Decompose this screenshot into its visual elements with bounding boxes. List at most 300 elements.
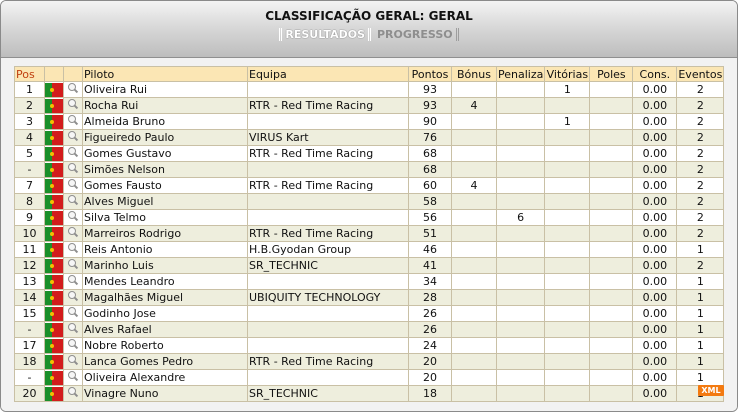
row-pontos: 26 (409, 306, 452, 322)
row-vitorias (545, 130, 590, 146)
row-bonus (452, 306, 497, 322)
row-details[interactable] (64, 114, 83, 130)
row-eventos: 2 (677, 162, 724, 178)
row-poles (590, 370, 633, 386)
row-equipa (248, 210, 409, 226)
row-cons: 0.00 (633, 258, 677, 274)
portugal-flag-icon (45, 371, 63, 385)
row-pontos: 18 (409, 386, 452, 402)
row-bonus (452, 82, 497, 98)
row-equipa: RTR - Red Time Racing (248, 226, 409, 242)
row-cons: 0.00 (633, 274, 677, 290)
magnifier-icon[interactable] (67, 322, 79, 334)
row-flag (45, 210, 64, 226)
row-details[interactable] (64, 370, 83, 386)
portugal-flag-icon (45, 243, 63, 257)
row-vitorias (545, 178, 590, 194)
row-poles (590, 130, 633, 146)
row-penalizacoes (497, 114, 545, 130)
row-poles (590, 322, 633, 338)
row-vitorias (545, 258, 590, 274)
portugal-flag-icon (45, 195, 63, 209)
portugal-flag-icon (45, 307, 63, 321)
row-flag (45, 162, 64, 178)
magnifier-icon[interactable] (67, 194, 79, 206)
row-equipa: RTR - Red Time Racing (248, 98, 409, 114)
row-vitorias (545, 194, 590, 210)
row-poles (590, 354, 633, 370)
row-flag (45, 274, 64, 290)
magnifier-icon[interactable] (67, 386, 79, 398)
table-row (15, 322, 724, 338)
table-row (15, 338, 724, 354)
table-row (15, 178, 724, 194)
row-cons: 0.00 (633, 354, 677, 370)
row-cons: 0.00 (633, 98, 677, 114)
magnifier-icon[interactable] (67, 370, 79, 382)
row-details[interactable] (64, 386, 83, 402)
row-vitorias (545, 354, 590, 370)
row-details[interactable] (64, 290, 83, 306)
row-pos: 5 (15, 146, 45, 162)
table-row (15, 258, 724, 274)
row-eventos: 2 (677, 146, 724, 162)
row-pos: - (15, 370, 45, 386)
row-flag (45, 338, 64, 354)
row-piloto[interactable]: Oliveira Alexandre (83, 370, 248, 386)
row-piloto[interactable]: Marreiros Rodrigo (83, 226, 248, 242)
row-equipa: UBIQUITY TECHNOLOGY (248, 290, 409, 306)
portugal-flag-icon (45, 387, 63, 401)
row-flag (45, 258, 64, 274)
row-bonus: 4 (452, 98, 497, 114)
results-table (14, 66, 724, 402)
row-details[interactable] (64, 354, 83, 370)
magnifier-icon[interactable] (67, 258, 79, 270)
row-details[interactable] (64, 258, 83, 274)
row-eventos: 1 (677, 370, 724, 386)
table-row (15, 210, 724, 226)
row-vitorias (545, 370, 590, 386)
row-vitorias: 1 (545, 114, 590, 130)
row-bonus (452, 130, 497, 146)
row-bonus (452, 338, 497, 354)
tab-resultados[interactable]: RESULTADOS (279, 28, 371, 41)
row-cons: 0.00 (633, 114, 677, 130)
row-pontos: 51 (409, 226, 452, 242)
row-equipa (248, 82, 409, 98)
row-poles (590, 386, 633, 402)
row-poles (590, 114, 633, 130)
row-eventos: 1 (677, 242, 724, 258)
row-flag (45, 114, 64, 130)
row-pos: - (15, 322, 45, 338)
row-pontos: 20 (409, 354, 452, 370)
row-bonus (452, 194, 497, 210)
row-eventos: 2 (677, 194, 724, 210)
row-penalizacoes (497, 386, 545, 402)
table-row (15, 162, 724, 178)
row-cons: 0.00 (633, 210, 677, 226)
row-details[interactable] (64, 338, 83, 354)
row-piloto[interactable]: Reis Antonio (83, 242, 248, 258)
row-cons: 0.00 (633, 130, 677, 146)
portugal-flag-icon (45, 339, 63, 353)
magnifier-icon[interactable] (67, 210, 79, 222)
row-piloto[interactable]: Almeida Bruno (83, 114, 248, 130)
row-details[interactable] (64, 146, 83, 162)
row-pos: 14 (15, 290, 45, 306)
xml-export-button[interactable]: XML (698, 385, 724, 396)
portugal-flag-icon (45, 227, 63, 241)
row-equipa: H.B.Gyodan Group (248, 242, 409, 258)
row-bonus (452, 322, 497, 338)
row-eventos: 1 (677, 354, 724, 370)
col-header-equipa[interactable]: Equipa (248, 67, 409, 82)
row-equipa: RTR - Red Time Racing (248, 354, 409, 370)
row-pontos: 28 (409, 290, 452, 306)
row-penalizacoes (497, 178, 545, 194)
col-header-flag (45, 67, 64, 82)
portugal-flag-icon (45, 211, 63, 225)
col-header-cons[interactable]: Cons. (633, 67, 677, 82)
col-header-poles[interactable]: Poles (590, 67, 633, 82)
row-pontos: 93 (409, 98, 452, 114)
portugal-flag-icon (45, 179, 63, 193)
row-vitorias (545, 226, 590, 242)
row-equipa (248, 370, 409, 386)
portugal-flag-icon (45, 163, 63, 177)
row-penalizacoes (497, 370, 545, 386)
table-row (15, 290, 724, 306)
row-penalizacoes (497, 162, 545, 178)
magnifier-icon[interactable] (67, 338, 79, 350)
magnifier-icon[interactable] (67, 306, 79, 318)
table-row (15, 146, 724, 162)
row-pontos: 46 (409, 242, 452, 258)
portugal-flag-icon (45, 83, 63, 97)
row-vitorias (545, 274, 590, 290)
row-flag (45, 370, 64, 386)
row-pos: 20 (15, 386, 45, 402)
col-header-details (64, 67, 83, 82)
row-details[interactable] (64, 162, 83, 178)
row-piloto[interactable]: Magalhães Miguel (83, 290, 248, 306)
row-vitorias (545, 306, 590, 322)
table-row (15, 130, 724, 146)
row-piloto[interactable]: Alves Miguel (83, 194, 248, 210)
portugal-flag-icon (45, 275, 63, 289)
row-bonus (452, 354, 497, 370)
row-cons: 0.00 (633, 242, 677, 258)
row-flag (45, 178, 64, 194)
magnifier-icon[interactable] (67, 130, 79, 142)
row-equipa: RTR - Red Time Racing (248, 178, 409, 194)
portugal-flag-icon (45, 99, 63, 113)
row-pos: 8 (15, 194, 45, 210)
row-details[interactable] (64, 242, 83, 258)
row-flag (45, 354, 64, 370)
row-flag (45, 130, 64, 146)
row-pos: 17 (15, 338, 45, 354)
row-penalizacoes (497, 242, 545, 258)
row-bonus: 4 (452, 178, 497, 194)
row-pontos: 93 (409, 82, 452, 98)
magnifier-icon[interactable] (67, 290, 79, 302)
row-equipa (248, 114, 409, 130)
row-penalizacoes (497, 82, 545, 98)
row-flag (45, 98, 64, 114)
row-pos: - (15, 162, 45, 178)
portugal-flag-icon (45, 115, 63, 129)
row-piloto[interactable]: Gomes Fausto (83, 178, 248, 194)
row-eventos: 2 (677, 258, 724, 274)
row-flag (45, 194, 64, 210)
row-poles (590, 226, 633, 242)
row-equipa: RTR - Red Time Racing (248, 146, 409, 162)
row-pontos: 90 (409, 114, 452, 130)
row-pontos: 58 (409, 194, 452, 210)
col-header-vitorias[interactable]: Vitórias (546, 67, 589, 81)
table-row (15, 82, 724, 98)
row-cons: 0.00 (633, 370, 677, 386)
row-bonus (452, 114, 497, 130)
panel-header (1, 1, 737, 58)
row-equipa (248, 274, 409, 290)
row-pontos: 68 (409, 162, 452, 178)
row-details[interactable] (64, 98, 83, 114)
magnifier-icon[interactable] (67, 226, 79, 238)
row-details[interactable] (64, 210, 83, 226)
col-header-penalizacoes[interactable]: Penaliza (498, 67, 544, 81)
row-bonus (452, 290, 497, 306)
row-piloto[interactable]: Godinho Jose (83, 306, 248, 322)
row-details[interactable] (64, 226, 83, 242)
row-penalizacoes (497, 338, 545, 354)
row-pos: 15 (15, 306, 45, 322)
page-title: CLASSIFICAÇÃO GERAL: GERAL (265, 9, 473, 23)
row-flag (45, 82, 64, 98)
row-eventos: 2 (677, 82, 724, 98)
row-piloto[interactable]: Alves Rafael (83, 322, 248, 338)
row-penalizacoes (497, 194, 545, 210)
row-cons: 0.00 (633, 82, 677, 98)
row-eventos: 1 (677, 322, 724, 338)
row-piloto[interactable]: Rocha Rui (83, 98, 248, 114)
table-row (15, 306, 724, 322)
row-eventos: 2 (677, 210, 724, 226)
table-row (15, 242, 724, 258)
row-poles (590, 98, 633, 114)
magnifier-icon[interactable] (67, 242, 79, 254)
row-piloto[interactable]: Marinho Luis (83, 258, 248, 274)
row-flag (45, 226, 64, 242)
magnifier-icon[interactable] (67, 82, 79, 94)
row-equipa (248, 338, 409, 354)
row-piloto[interactable]: Figueiredo Paulo (83, 130, 248, 146)
row-equipa (248, 162, 409, 178)
row-eventos: 2 (677, 130, 724, 146)
row-details[interactable] (64, 306, 83, 322)
row-penalizacoes (497, 258, 545, 274)
row-equipa: VIRUS Kart (248, 130, 409, 146)
row-bonus (452, 226, 497, 242)
row-poles (590, 290, 633, 306)
row-poles (590, 162, 633, 178)
row-details[interactable] (64, 194, 83, 210)
row-cons: 0.00 (633, 306, 677, 322)
row-penalizacoes (497, 146, 545, 162)
col-header-eventos[interactable]: Eventos (678, 67, 723, 81)
row-poles (590, 274, 633, 290)
row-penalizacoes (497, 290, 545, 306)
row-details[interactable] (64, 322, 83, 338)
row-eventos: 1 (677, 274, 724, 290)
portugal-flag-icon (45, 355, 63, 369)
row-piloto[interactable]: Vinagre Nuno (83, 386, 248, 402)
tab-progresso[interactable]: PROGRESSO (374, 28, 459, 41)
row-bonus (452, 258, 497, 274)
row-flag (45, 386, 64, 402)
portugal-flag-icon (45, 259, 63, 273)
table-row (15, 370, 724, 386)
row-eventos: 2 (677, 98, 724, 114)
magnifier-icon[interactable] (67, 354, 79, 366)
row-equipa (248, 322, 409, 338)
row-pontos: 68 (409, 146, 452, 162)
row-pos: 10 (15, 226, 45, 242)
row-flag (45, 290, 64, 306)
row-eventos: 2 (677, 178, 724, 194)
row-piloto[interactable]: Silva Telmo (83, 210, 248, 226)
magnifier-icon[interactable] (67, 114, 79, 126)
row-vitorias (545, 290, 590, 306)
row-pos: 7 (15, 178, 45, 194)
row-pontos: 41 (409, 258, 452, 274)
row-piloto[interactable]: Mendes Leandro (83, 274, 248, 290)
row-bonus (452, 162, 497, 178)
row-cons: 0.00 (633, 322, 677, 338)
col-header-pos[interactable]: Pos (15, 67, 45, 82)
tab-bar (1, 28, 737, 41)
magnifier-icon[interactable] (67, 178, 79, 190)
row-piloto[interactable]: Lanca Gomes Pedro (83, 354, 248, 370)
row-cons: 0.00 (633, 146, 677, 162)
row-cons: 0.00 (633, 290, 677, 306)
table-row (15, 274, 724, 290)
portugal-flag-icon (45, 131, 63, 145)
row-bonus (452, 242, 497, 258)
row-pos: 13 (15, 274, 45, 290)
row-penalizacoes (497, 226, 545, 242)
row-pontos: 60 (409, 178, 452, 194)
row-penalizacoes (497, 274, 545, 290)
row-equipa (248, 194, 409, 210)
col-header-pontos[interactable]: Pontos (409, 67, 452, 82)
row-flag (45, 242, 64, 258)
row-bonus (452, 370, 497, 386)
row-vitorias (545, 210, 590, 226)
row-eventos: 1 (677, 338, 724, 354)
magnifier-icon[interactable] (67, 162, 79, 174)
table-row (15, 386, 724, 402)
row-pos: 9 (15, 210, 45, 226)
row-pontos: 56 (409, 210, 452, 226)
row-flag (45, 322, 64, 338)
row-equipa (248, 306, 409, 322)
magnifier-icon[interactable] (67, 146, 79, 158)
row-cons: 0.00 (633, 162, 677, 178)
row-cons: 0.00 (633, 178, 677, 194)
table-row (15, 98, 724, 114)
row-cons: 0.00 (633, 194, 677, 210)
row-flag (45, 306, 64, 322)
row-vitorias (545, 98, 590, 114)
table-row (15, 226, 724, 242)
row-poles (590, 338, 633, 354)
row-details[interactable] (64, 274, 83, 290)
row-pos: 18 (15, 354, 45, 370)
row-piloto[interactable]: Oliveira Rui (83, 82, 248, 98)
row-vitorias (545, 386, 590, 402)
row-cons: 0.00 (633, 226, 677, 242)
row-details[interactable] (64, 178, 83, 194)
row-pos: 3 (15, 114, 45, 130)
row-equipa: SR_TECHNIC (248, 386, 409, 402)
row-penalizacoes (497, 98, 545, 114)
col-header-piloto[interactable]: Piloto (83, 67, 248, 82)
row-details[interactable] (64, 130, 83, 146)
row-bonus (452, 210, 497, 226)
magnifier-icon[interactable] (67, 274, 79, 286)
row-pos: 11 (15, 242, 45, 258)
row-piloto[interactable]: Simões Nelson (83, 162, 248, 178)
table-header-row (15, 67, 724, 82)
row-bonus (452, 146, 497, 162)
col-header-bonus[interactable]: Bónus (452, 67, 497, 82)
row-vitorias (545, 322, 590, 338)
row-cons: 0.00 (633, 338, 677, 354)
table-row (15, 354, 724, 370)
row-penalizacoes (497, 306, 545, 322)
row-details[interactable] (64, 82, 83, 98)
table-row (15, 114, 724, 130)
row-flag (45, 146, 64, 162)
row-bonus (452, 386, 497, 402)
row-eventos: 1 (677, 306, 724, 322)
row-eventos: 1 (677, 290, 724, 306)
row-piloto[interactable]: Gomes Gustavo (83, 146, 248, 162)
row-pos: 12 (15, 258, 45, 274)
row-vitorias: 1 (545, 82, 590, 98)
row-vitorias (545, 162, 590, 178)
row-pontos: 26 (409, 322, 452, 338)
row-pos: 4 (15, 130, 45, 146)
row-pos: 1 (15, 82, 45, 98)
row-pontos: 34 (409, 274, 452, 290)
row-poles (590, 146, 633, 162)
row-piloto[interactable]: Nobre Roberto (83, 338, 248, 354)
row-poles (590, 82, 633, 98)
row-penalizacoes: 6 (497, 210, 545, 226)
portugal-flag-icon (45, 147, 63, 161)
magnifier-icon[interactable] (67, 98, 79, 110)
row-vitorias (545, 146, 590, 162)
row-bonus (452, 274, 497, 290)
row-eventos: 2 (677, 226, 724, 242)
row-penalizacoes (497, 322, 545, 338)
row-penalizacoes (497, 354, 545, 370)
